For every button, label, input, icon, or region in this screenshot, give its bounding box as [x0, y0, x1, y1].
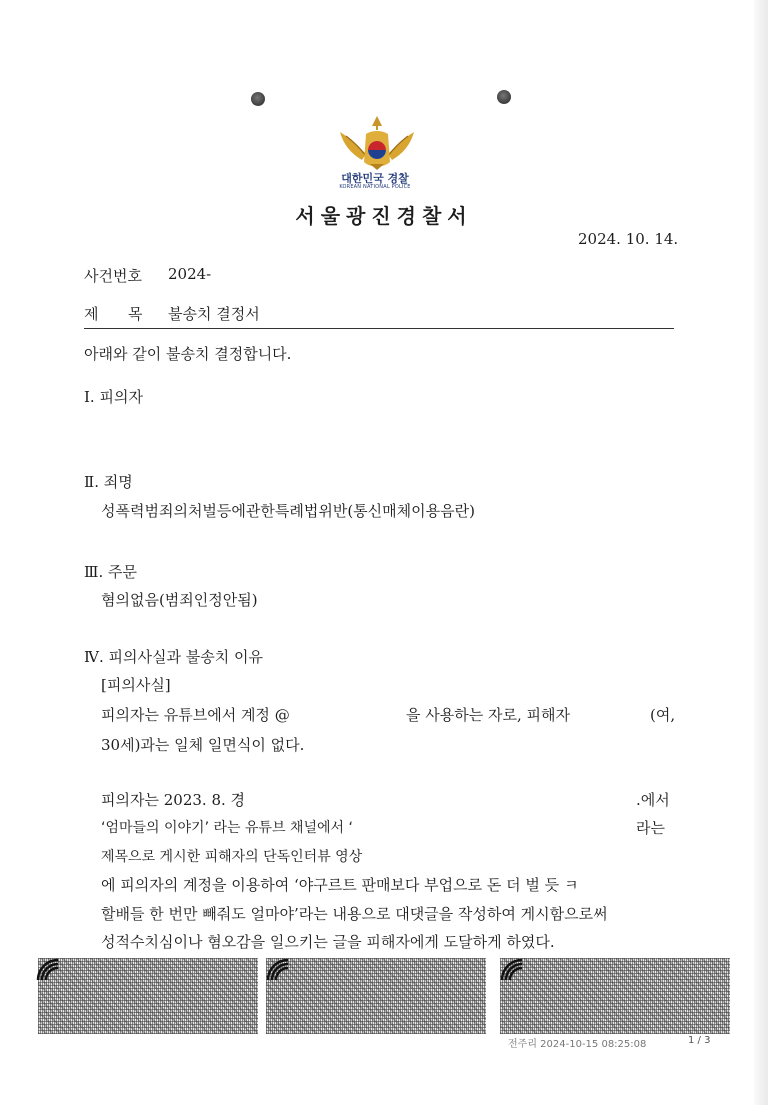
emblem-english: KOREAN NATIONAL POLICE [339, 184, 411, 190]
emblem-name: 대한민국 경찰 [341, 172, 409, 185]
document-date: 2024. 10. 14. [578, 230, 679, 248]
section-3-heading: Ⅲ. 주문 [84, 563, 137, 581]
security-code-strip-3 [500, 958, 730, 1034]
issue-timestamp: 전주리 2024-10-15 08:25:08 [508, 1039, 647, 1050]
punch-hole-right [497, 90, 511, 104]
security-code-strip-2 [266, 958, 486, 1034]
intro-text: 아래와 같이 불송치 결정합니다. [84, 345, 292, 363]
signal-mark-icon [36, 958, 60, 982]
police-office-title: 서울광진경찰서 [295, 204, 473, 228]
facts-p1-line1-b: 을 사용하는 자로, 피해자 [406, 706, 570, 724]
facts-p2-line3: 제목으로 게시한 피해자의 단독인터뷰 영상 [101, 849, 363, 865]
facts-p1-line2: 30세)과는 일체 일면식이 없다. [101, 736, 305, 754]
section-4-subheading: [피의사실] [101, 676, 171, 694]
punch-hole-left [251, 92, 265, 106]
facts-p2-line6: 성적수치심이나 혐오감을 일으키는 글을 피해자에게 도달하게 하였다. [101, 933, 555, 951]
facts-p2-line1-a: 피의자는 2023. 8. 경 [101, 791, 246, 809]
facts-p1-line1-a: 피의자는 유튜브에서 계정 @ [101, 706, 290, 724]
facts-p2-line1-b: .에서 [636, 791, 670, 809]
facts-p2-line5: 할배들 한 번만 빼줘도 얼마야’라는 내용으로 대댓글을 작성하여 게시함으로써 [101, 905, 608, 923]
facts-p2-line2-b: 라는 [636, 819, 665, 837]
facts-p2-line2-a: ‘엄마들의 이야기’ 라는 유튜브 채널에서 ‘ [101, 820, 353, 836]
title-divider [84, 328, 674, 329]
case-number-label: 사건번호 [84, 267, 142, 285]
title-value: 불송치 결정서 [168, 305, 260, 323]
section-2-heading: Ⅱ. 죄명 [84, 473, 133, 491]
section-4-heading: Ⅳ. 피의사실과 불송치 이유 [84, 648, 263, 666]
signal-mark-icon [500, 958, 524, 982]
title-label-2: 목 [128, 305, 143, 323]
page-number: 1 / 3 [688, 1035, 711, 1046]
security-code-strip-1 [38, 958, 258, 1034]
facts-p1-line1-c: (여, [650, 706, 676, 724]
title-label-1: 제 [84, 305, 99, 323]
section-3-body: 혐의없음(범죄인정안됨) [101, 591, 258, 609]
section-2-body: 성폭력범죄의처벌등에관한특례법위반(통신매체이용음란) [101, 502, 475, 520]
signal-mark-icon [266, 958, 290, 982]
section-1-heading: Ⅰ. 피의자 [84, 388, 143, 406]
paper-edge [754, 0, 768, 1105]
facts-p2-line4: 에 피의자의 계정을 이용하여 ‘야구르트 판매보다 부업으로 돈 더 벌 듯 ㅋ [101, 876, 579, 894]
case-number-value: 2024- [168, 265, 212, 283]
